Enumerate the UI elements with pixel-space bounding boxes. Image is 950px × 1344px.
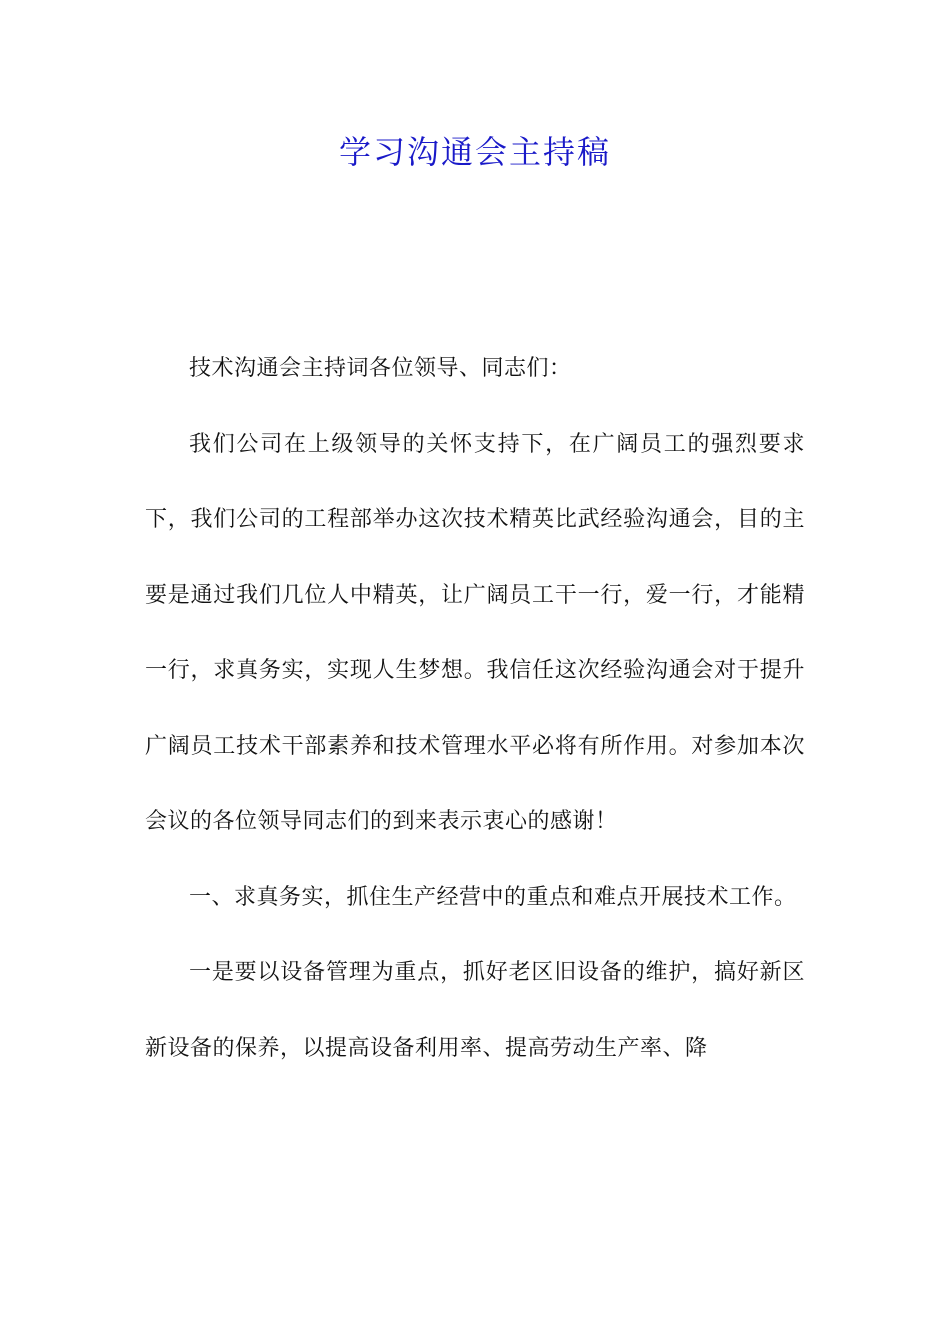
document-body (145, 331, 805, 1086)
paragraph-section-one-heading: 一、求真务实，抓住生产经营中的重点和难点开展技术工作。 (189, 884, 797, 910)
paragraph-intro: 我们公司在上级领导的关怀支持下，在广阔员工的强烈要求下，我们公司的工程部举办这次技术精英比武经验沟通会，目的主要是通过我们几位人中精英，让广阔员工干一行，爱一行，才能精一行，求真务实，实现人生梦想。我信任这次经验沟通会对于提升广阔员工技术干部素养和技术管理水平必将有所作用。对参加本次会议的各位领导同志们的到来表示衷心的感谢！ (145, 431, 805, 834)
paragraph-point-one: 一是要以设备管理为重点，抓好老区旧设备的维护，搞好新区新设备的保养，以提高设备利用率、提高劳动生产率、降 (145, 960, 805, 1061)
document-title: 学习沟通会主持稿 (338, 133, 611, 171)
paragraph-greeting: 技术沟通会主持词各位领导、同志们： (189, 356, 572, 381)
